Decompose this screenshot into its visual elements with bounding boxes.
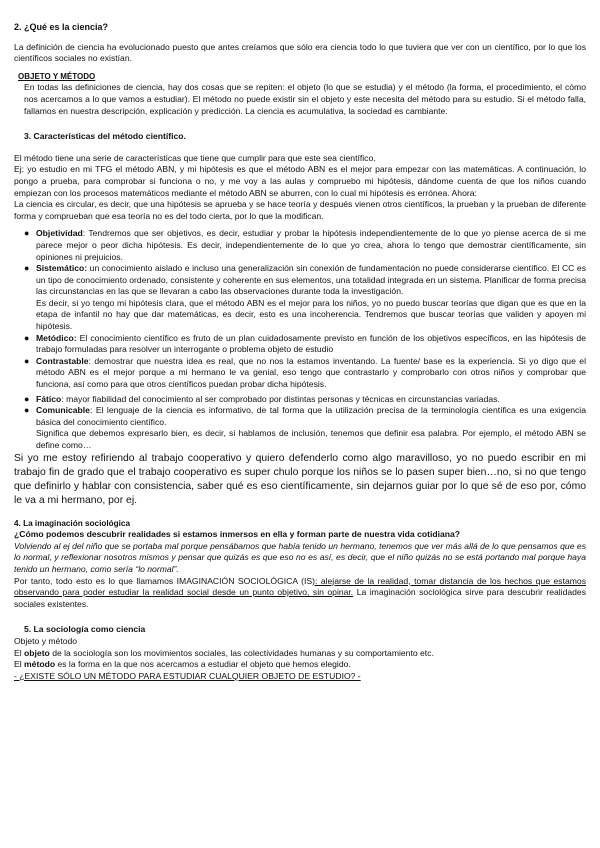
characteristics-list bbox=[14, 228, 586, 451]
bullet-icon: ● bbox=[24, 228, 30, 239]
document-page bbox=[14, 22, 586, 682]
term-objeto: objeto bbox=[24, 647, 50, 658]
section-4-definition bbox=[14, 576, 586, 611]
section-3-p1: El método tiene una serie de características que tiene que cumplir para que este sea científico. bbox=[14, 152, 376, 163]
bullet-icon: ● bbox=[24, 332, 30, 343]
text: es la forma en la que nos acercamos a estudiar el objeto que hemos elegido. bbox=[55, 659, 351, 670]
section-5-metodo bbox=[14, 659, 586, 671]
text: de la sociología son los movimientos sociales, las colectividades humanas y su comportamiento etc. bbox=[49, 647, 434, 658]
list-item bbox=[14, 263, 586, 333]
term-comunicable: Comunicable bbox=[36, 405, 90, 416]
item-text: El conocimiento científico es fruto de un plan cuidadosamente previsto en función de los objetivos específicos, en las hipótesis de trabajo formuladas para resolver un interrogante o problema objeto de estudio bbox=[36, 332, 586, 355]
section-5-question: - ¿EXISTE SÓLO UN MÉTODO PARA ESTUDIAR CUALQUIER OBJETO DE ESTUDIO? - bbox=[14, 670, 361, 681]
term-contrastable: Contrastable bbox=[36, 355, 89, 366]
term-metodico: Metódico: bbox=[36, 332, 77, 343]
item-text: : demostrar que nuestra idea es real, que no nos la estamos inventando. La fuente/ base es la experiencia. Si yo digo que el método ABN es el mejor porque a mi hermano le va genial, eso tengo que contrastarlo y comprobarlo con otros niños y comprobar que funciona, así como para que otros científicos puedan probar dicha hipótesis. bbox=[36, 355, 586, 390]
list-item bbox=[14, 228, 586, 263]
section-2-paragraph: En todas las definiciones de ciencia, hay dos cosas que se repiten: el objeto (lo que se estudia) y el método (la forma, el procedimiento, el cómo nos acercamos a lo que vamos a estudiar). El método no puede existir sin el objeto y este necesita del método para su estudio. Si el método falla, fallamos en nuestra descripción, explicación y predicción. La ciencia es acumulativa, la sociedad es cambiante. bbox=[24, 82, 586, 116]
bullet-icon: ● bbox=[24, 405, 30, 416]
list-item bbox=[14, 356, 586, 391]
section-5-objeto bbox=[14, 648, 586, 660]
item-extra: Es decir, si yo tengo mi hipótesis clara, que el método ABN es el mejor para los niños, yo no puedo buscar teorías que digan que es que en la etapa de infantil no hay que dar matemáticas, es decir, esto es una incoherencia. Tendremos que buscar teorías que validen y apoyen mi hipótesis. bbox=[36, 297, 586, 332]
section-3-example: Ej: yo estudio en mi TFG el método ABN, y mi hipótesis es que el método ABN es el mejor para empezar con las matemáticas. A continuación, lo pongo a prueba, para comprobar si funciona o no, y me voy a las aulas y compruebo mi hipótesis, dándome cuenta de que los niños cuando empiezan con los procesos matemáticos mediante el método ABN se aburren, con lo cual mi hipótesis es errónea. Ahora: bbox=[14, 164, 586, 198]
list-item bbox=[14, 394, 586, 406]
bullet-icon: ● bbox=[24, 355, 30, 366]
item-text: : Tendremos que ser objetivos, es decir, estudiar y probar la hipótesis independientemente de lo que yo piense acerca de si me parece mejor o peor dicha hipótesis. Es decir, independientemente de lo que yo crea, ahora lo tengo que demostrar científicamente, sin opiniones ni prejuicios. bbox=[36, 228, 586, 262]
section-3-circular: La ciencia es circular, es decir, que una hipótesis se aprueba y se hace teoría y después vienen otros científicos, la prueban y la prueban de diferente forma y comprueban que esa teoría no es del todo cierta, por lo que la modifican. bbox=[14, 199, 586, 221]
section-4-italic-example: Volviendo al ej del niño que se portaba mal porque pensábamos que había tenido un hermano, tenemos que ver más allá de lo que pensamos que es lo normal, y reflexionar nosotros mismos y pensar que quizás es que eso no es así, es decir, que el niño quizás no se está portando mal porque haya tenido un hermano, como sería “lo normal”. bbox=[14, 540, 586, 574]
text: El bbox=[14, 647, 25, 658]
item-text: un conocimiento aislado e incluso una generalización sin conexión de fundamentación no puede considerarse científico. El CC es un tipo de conocimiento ordenado, consistente y coherente en sus elementos, una totalidad integrada en un sistema. Planificar de forma precisa las circunstancias en las que se llevaran a cabo las observaciones durante toda la investigación. bbox=[36, 263, 586, 297]
bullet-icon: ● bbox=[24, 263, 30, 274]
term-fatico: Fático bbox=[36, 393, 62, 404]
is-label: Por tanto, todo esto es lo que llamamos IMAGINACIÓN SOCIOLÓGICA (IS bbox=[14, 575, 313, 586]
section-4-question: ¿Cómo podemos descubrir realidades si estamos inmersos en ella y forman parte de nuestra vida cotidiana? bbox=[14, 529, 461, 540]
item-text: : mayor fiabilidad del conocimiento al ser comprobado por distintas personas y técnicas en circunstancias variadas. bbox=[61, 393, 500, 404]
section-5-title: 5. La sociología como ciencia bbox=[24, 624, 146, 635]
term-sistematico: Sistemático: bbox=[36, 263, 88, 274]
cooperative-work-note: Si yo me estoy refiriendo al trabajo cooperativo y quiero defenderlo como algo maravilloso, yo no puedo escribir en mi trabajo fin de grado que el trabajo cooperativo es super chulo porque los niños se lo pasen super bien…no, si no que tengo que definirlo y hablar con consistencia, saber qué es eso científicamente, sin dejarnos guiar por lo que sé de eso por, cómo le va a mi hermano, por ej. bbox=[14, 452, 586, 506]
item-extra: Significa que debemos expresarlo bien, es decir, si hablamos de inclusión, tenemos que definir esa palabra. Por ejemplo, el método ABN se define como… bbox=[36, 428, 586, 450]
list-item bbox=[14, 333, 586, 356]
is-purpose: La imaginación sociológica sirve para descubrir realidades sociales existentes. bbox=[14, 587, 586, 609]
objeto-metodo-subtitle: OBJETO Y MÉTODO bbox=[18, 71, 96, 81]
term-objetividad: Objetividad bbox=[36, 228, 83, 239]
section-2-intro: La definición de ciencia ha evolucionado puesto que antes creíamos que sólo era ciencia todo lo que tuviera que ver con un científico, por lo que los científicos sociales no existían. bbox=[14, 41, 586, 64]
bullet-icon: ● bbox=[24, 393, 30, 404]
section-4-title: 4. La imaginación sociológica bbox=[14, 518, 131, 528]
item-text: : El lenguaje de la ciencia es informativo, de tal forma que la utilización precisa de la terminología científica es una exigencia básica del conocimiento científico. bbox=[36, 405, 586, 427]
section-2-title: 2. ¿Qué es la ciencia? bbox=[14, 22, 109, 32]
section-3-title: 3. Características del método científico. bbox=[24, 131, 186, 142]
term-metodo: método bbox=[24, 659, 56, 670]
text: El bbox=[14, 659, 25, 670]
list-item bbox=[14, 405, 586, 451]
is-definition: ): alejarse de la realidad, tomar distancia de los hechos que estamos observando para poder estudiar la realidad social desde un punto objetivo, sin opinar. bbox=[14, 575, 586, 598]
section-5-subtitle: Objeto y método bbox=[14, 635, 78, 646]
